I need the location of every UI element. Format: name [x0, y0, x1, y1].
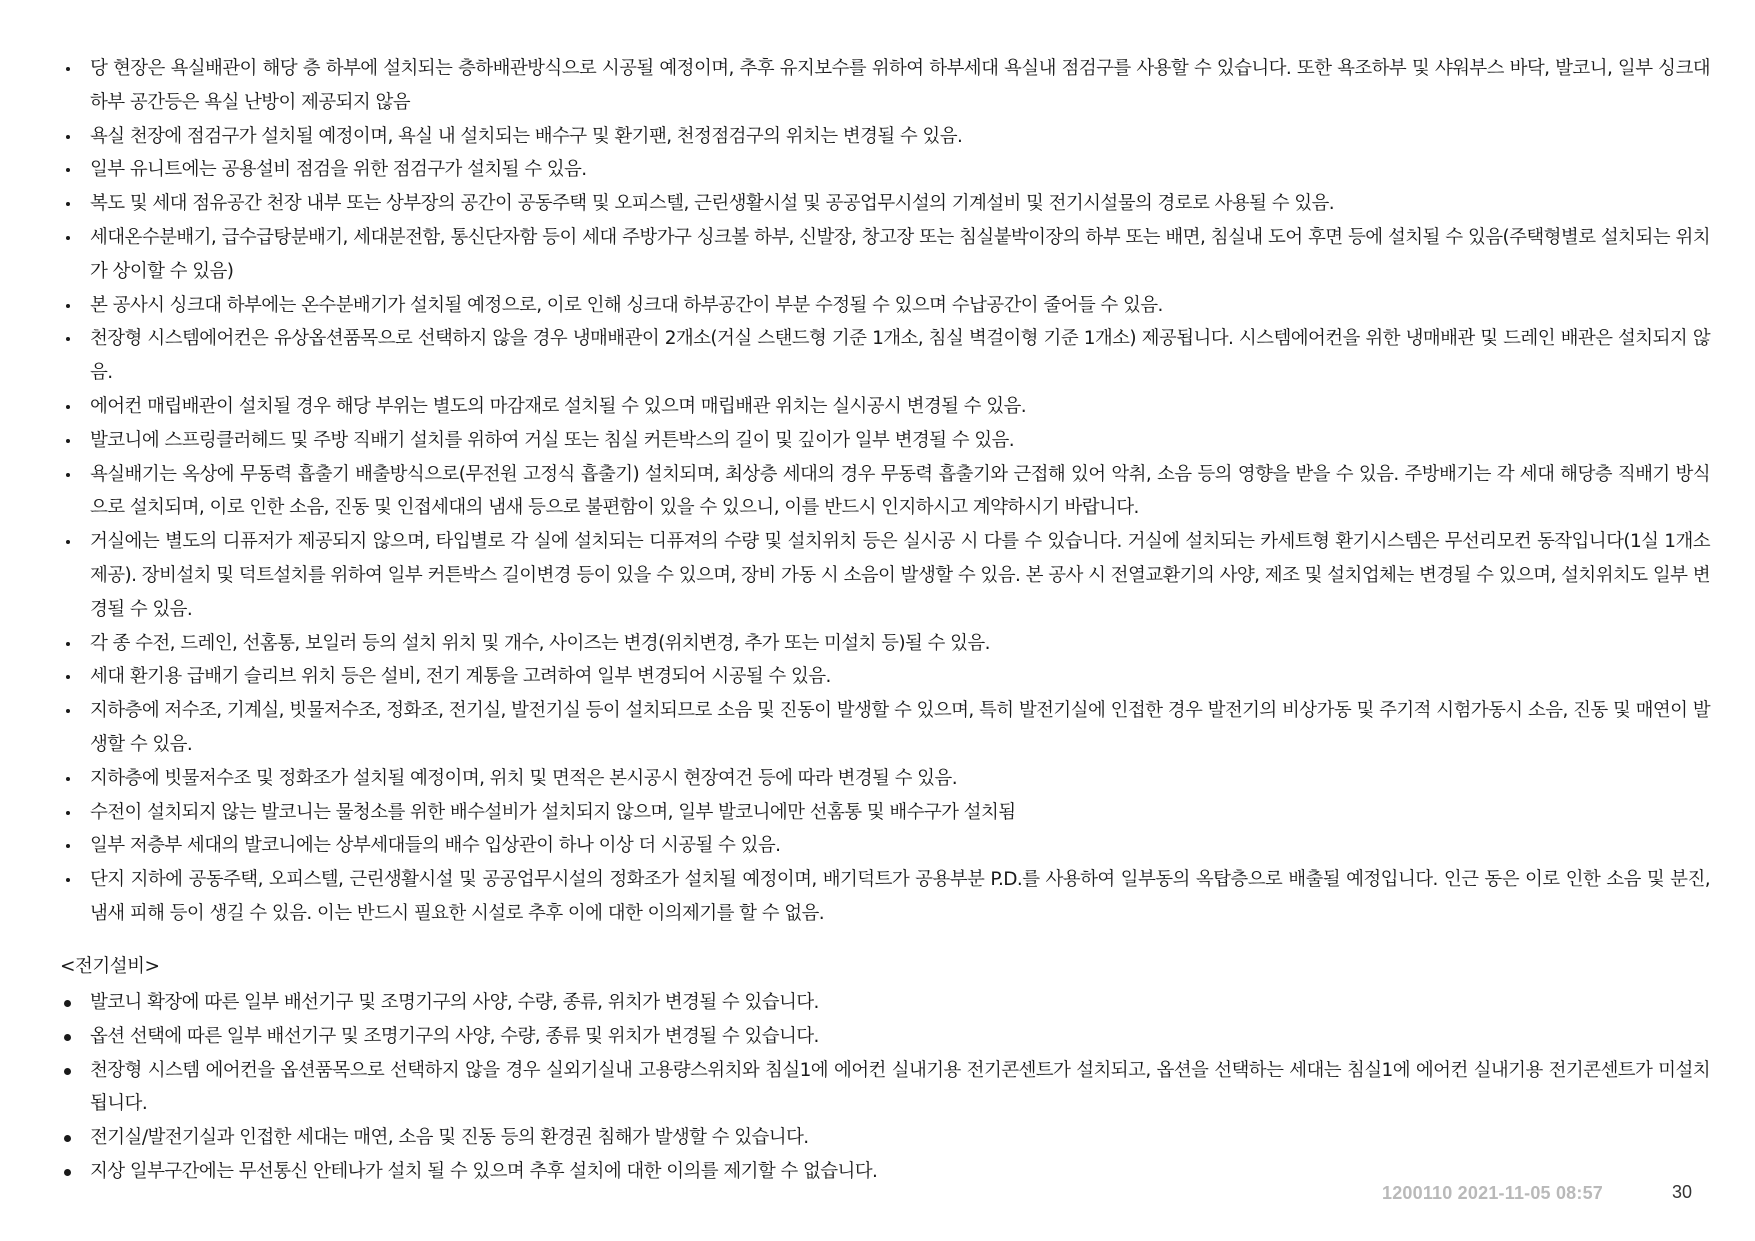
list-item: 전기실/발전기실과 인접한 세대는 매연, 소음 및 진동 등의 환경권 침해가 발생할 수 있습니다.: [60, 1121, 1710, 1155]
list-item: 욕실 천장에 점검구가 설치될 예정이며, 욕실 내 설치되는 배수구 및 환기팬, 천정점검구의 위치는 변경될 수 있음.: [60, 120, 1710, 154]
electric-notes-list: [60, 986, 1710, 1189]
list-item: 본 공사시 싱크대 하부에는 온수분배기가 설치될 예정으로, 이로 인해 싱크대 하부공간이 부분 수정될 수 있으며 수납공간이 줄어들 수 있음.: [60, 289, 1710, 323]
list-item: 천장형 시스템 에어컨을 옵션품목으로 선택하지 않을 경우 실외기실내 고용량스위치와 침실1에 에어컨 실내기용 전기콘센트가 설치되고, 옵션을 선택하는 세대는 침실1에 에어컨 실내기용 전기콘센트가 미설치됩니다.: [60, 1054, 1710, 1122]
list-item: 천장형 시스템에어컨은 유상옵션품목으로 선택하지 않을 경우 냉매배관이 2개소(거실 스탠드형 기준 1개소, 침실 벽걸이형 기준 1개소) 제공됩니다. 시스템에어컨을 위한 냉매배관 및 드레인 배관은 설치되지 않음.: [60, 322, 1710, 390]
equipment-notes-list: [60, 52, 1710, 931]
list-item: 발코니에 스프링클러헤드 및 주방 직배기 설치를 위하여 거실 또는 침실 커튼박스의 길이 및 깊이가 일부 변경될 수 있음.: [60, 424, 1710, 458]
page-number: 30: [1672, 1182, 1693, 1202]
list-item: 일부 유니트에는 공용설비 점검을 위한 점검구가 설치될 수 있음.: [60, 153, 1710, 187]
list-item: 당 현장은 욕실배관이 해당 층 하부에 설치되는 층하배관방식으로 시공될 예정이며, 추후 유지보수를 위하여 하부세대 욕실내 점검구를 사용할 수 있습니다. 또한 욕조하부 및 샤워부스 바닥, 발코니, 일부 싱크대하부 공간등은 욕실 난방이 제공되지 않음: [60, 52, 1710, 120]
electric-section-title: <전기설비>: [60, 956, 160, 977]
list-item: 발코니 확장에 따른 일부 배선기구 및 조명기구의 사양, 수량, 종류, 위치가 변경될 수 있습니다.: [60, 986, 1710, 1020]
list-item: 지상 일부구간에는 무선통신 안테나가 설치 될 수 있으며 추후 설치에 대한 이의를 제기할 수 없습니다.: [60, 1155, 1710, 1189]
list-item: 에어컨 매립배관이 설치될 경우 해당 부위는 별도의 마감재로 설치될 수 있으며 매립배관 위치는 실시공시 변경될 수 있음.: [60, 390, 1710, 424]
list-item: 세대 환기용 급배기 슬리브 위치 등은 설비, 전기 계통을 고려하여 일부 변경되어 시공될 수 있음.: [60, 660, 1710, 694]
list-item: 거실에는 별도의 디퓨저가 제공되지 않으며, 타입별로 각 실에 설치되는 디퓨져의 수량 및 설치위치 등은 실시공 시 다를 수 있습니다. 거실에 설치되는 카세트형 환기시스템은 무선리모컨 동작입니다(1실 1개소 제공). 장비설치 및 덕트설치를 위하여 일부 커튼박스 길이변경 등이 있을 수 있으며, 장비 가동 시 소음이 발생할 수 있음. 본 공사 시 전열교환기의 사양, 제조 및 설치업체는 변경될 수 있으며, 설치위치도 일부 변경될 수 있음.: [60, 525, 1710, 626]
list-item: 세대온수분배기, 급수급탕분배기, 세대분전함, 통신단자함 등이 세대 주방가구 싱크볼 하부, 신발장, 창고장 또는 침실붙박이장의 하부 또는 배면, 침실내 도어 후면 등에 설치될 수 있음(주택형별로 설치되는 위치가 상이할 수 있음): [60, 221, 1710, 289]
list-item: 옵션 선택에 따른 일부 배선기구 및 조명기구의 사양, 수량, 종류 및 위치가 변경될 수 있습니다.: [60, 1020, 1710, 1054]
document-id-timestamp: 1200110 2021-11-05 08:57: [1382, 1183, 1604, 1203]
list-item: 각 종 수전, 드레인, 선홈통, 보일러 등의 설치 위치 및 개수, 사이즈는 변경(위치변경, 추가 또는 미설치 등)될 수 있음.: [60, 627, 1710, 661]
list-item: 복도 및 세대 점유공간 천장 내부 또는 상부장의 공간이 공동주택 및 오피스텔, 근린생활시설 및 공공업무시설의 기계설비 및 전기시설물의 경로로 사용될 수 있음.: [60, 187, 1710, 221]
list-item: 일부 저층부 세대의 발코니에는 상부세대들의 배수 입상관이 하나 이상 더 시공될 수 있음.: [60, 829, 1710, 863]
list-item: 수전이 설치되지 않는 발코니는 물청소를 위한 배수설비가 설치되지 않으며, 일부 발코니에만 선홈통 및 배수구가 설치됨: [60, 796, 1710, 830]
list-item: 단지 지하에 공동주택, 오피스텔, 근린생활시설 및 공공업무시설의 정화조가 설치될 예정이며, 배기덕트가 공용부분 P.D.를 사용하여 일부동의 옥탑층으로 배출될 예정입니다. 인근 동은 이로 인한 소음 및 분진, 냄새 피해 등이 생길 수 있음. 이는 반드시 필요한 시설로 추후 이에 대한 이의제기를 할 수 없음.: [60, 863, 1710, 931]
list-item: 욕실배기는 옥상에 무동력 흡출기 배출방식으로(무전원 고정식 흡출기) 설치되며, 최상층 세대의 경우 무동력 흡출기와 근접해 있어 악취, 소음 등의 영향을 받을 수 있음. 주방배기는 각 세대 해당층 직배기 방식으로 설치되며, 이로 인한 소음, 진동 및 인접세대의 냄새 등으로 불편함이 있을 수 있으니, 이를 반드시 인지하시고 계약하시기 바랍니다.: [60, 458, 1710, 526]
list-item: 지하층에 빗물저수조 및 정화조가 설치될 예정이며, 위치 및 면적은 본시공시 현장여건 등에 따라 변경될 수 있음.: [60, 762, 1710, 796]
list-item: 지하층에 저수조, 기계실, 빗물저수조, 정화조, 전기실, 발전기실 등이 설치되므로 소음 및 진동이 발생할 수 있으며, 특히 발전기실에 인접한 경우 발전기의 비상가동 및 주기적 시험가동시 소음, 진동 및 매연이 발생할 수 있음.: [60, 694, 1710, 762]
